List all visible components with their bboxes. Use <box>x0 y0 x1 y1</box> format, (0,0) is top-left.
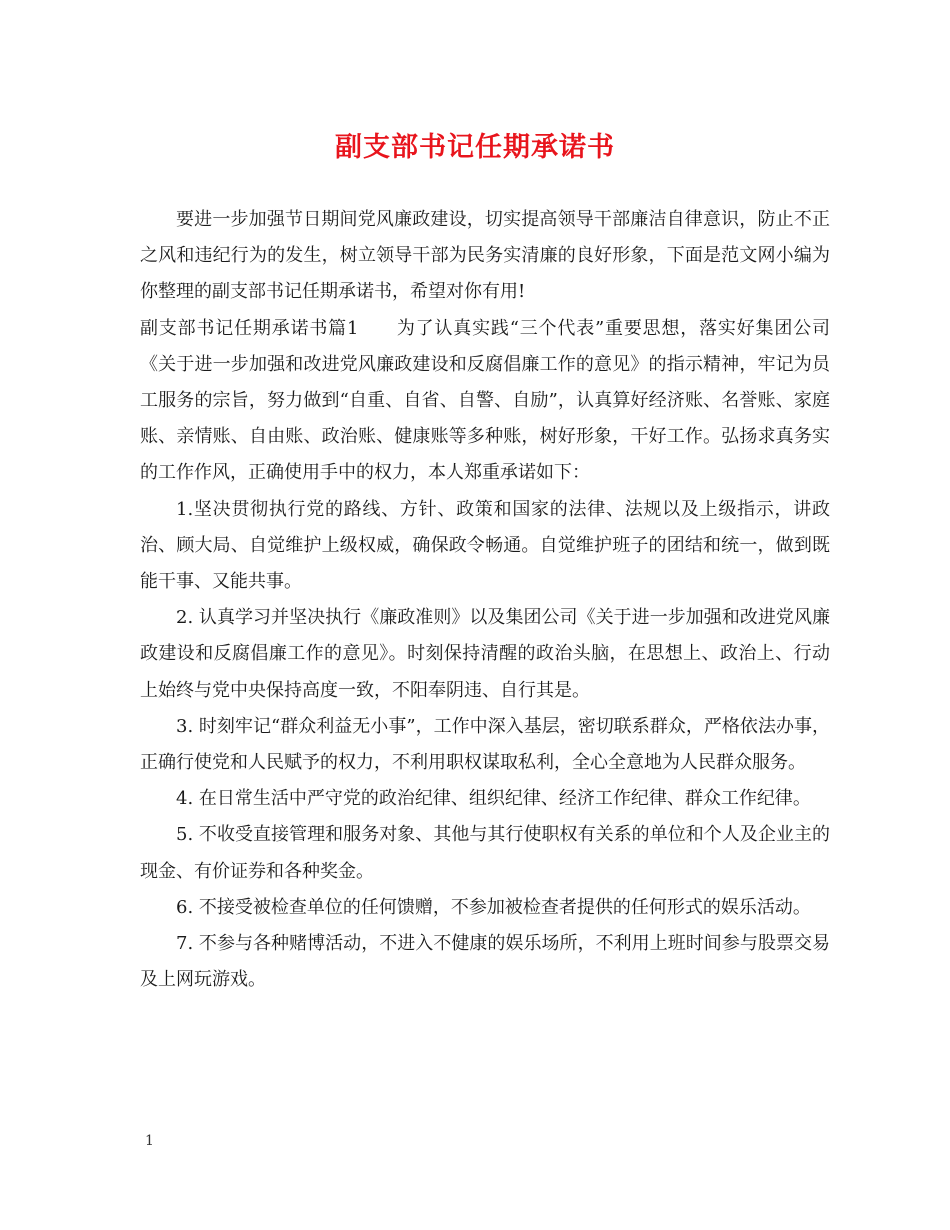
page-number: 1 <box>145 1133 154 1149</box>
commitment-item-5: 5. 不收受直接管理和服务对象、其他与其行使职权有关系的单位和个人及企业主的现金、有价证券和各种奖金。 <box>140 824 830 882</box>
section-paragraph: 副支部书记任期承诺书篇1 为了认真实践“三个代表”重要思想，落实好集团公司《关于进一步加强和改进党风廉政建设和反腐倡廉工作的意见》的指示精神，牢记为员工服务的宗旨，努力做到“自重、自省、自警、自励”，认真算好经济账、名誉账、家庭账、亲情账、自由账、政治账、健康账等多种账，树好形象，干好工作。弘扬求真务实的工作作风，正确使用手中的权力，本人郑重承诺如下： <box>140 317 830 484</box>
commitment-item-3: 3. 时刻牢记“群众利益无小事”，工作中深入基层，密切联系群众，严格依法办事，正确行使党和人民赋予的权力，不利用职权谋取私利，全心全意地为人民群众服务。 <box>140 715 830 774</box>
commitment-item-1: 1.坚决贯彻执行党的路线、方针、政策和国家的法律、法规以及上级指示，讲政治、顾大局、自觉维护上级权威，确保政令畅通。自觉维护班子的团结和统一，做到既能干事、又能共事。 <box>140 498 830 593</box>
commitment-item-7: 7. 不参与各种赌博活动，不进入不健康的娱乐场所，不利用上班时间参与股票交易及上网玩游戏。 <box>140 933 830 991</box>
document-body <box>140 202 830 998</box>
commitment-item-6: 6. 不接受被检查单位的任何馈赠，不参加被检查者提供的任何形式的娱乐活动。 <box>176 896 811 918</box>
document-title: 副支部书记任期承诺书 <box>335 132 615 163</box>
commitment-item-4: 4. 在日常生活中严守党的政治纪律、组织纪律、经济工作纪律、群众工作纪律。 <box>176 788 811 810</box>
intro-paragraph: 要进一步加强节日期间党风廉政建设，切实提高领导干部廉洁自律意识，防止不正之风和违纪行为的发生，树立领导干部为民务实清廉的良好形象，下面是范文网小编为你整理的副支部书记任期承诺书，希望对你有用! <box>140 209 830 303</box>
commitment-item-2: 2. 认真学习并坚决执行《廉政准则》以及集团公司《关于进一步加强和改进党风廉政建设和反腐倡廉工作的意见》。时刻保持清醒的政治头脑，在思想上、政治上、行动上始终与党中央保持高度一致，不阳奉阴违、自行其是。 <box>140 607 830 701</box>
